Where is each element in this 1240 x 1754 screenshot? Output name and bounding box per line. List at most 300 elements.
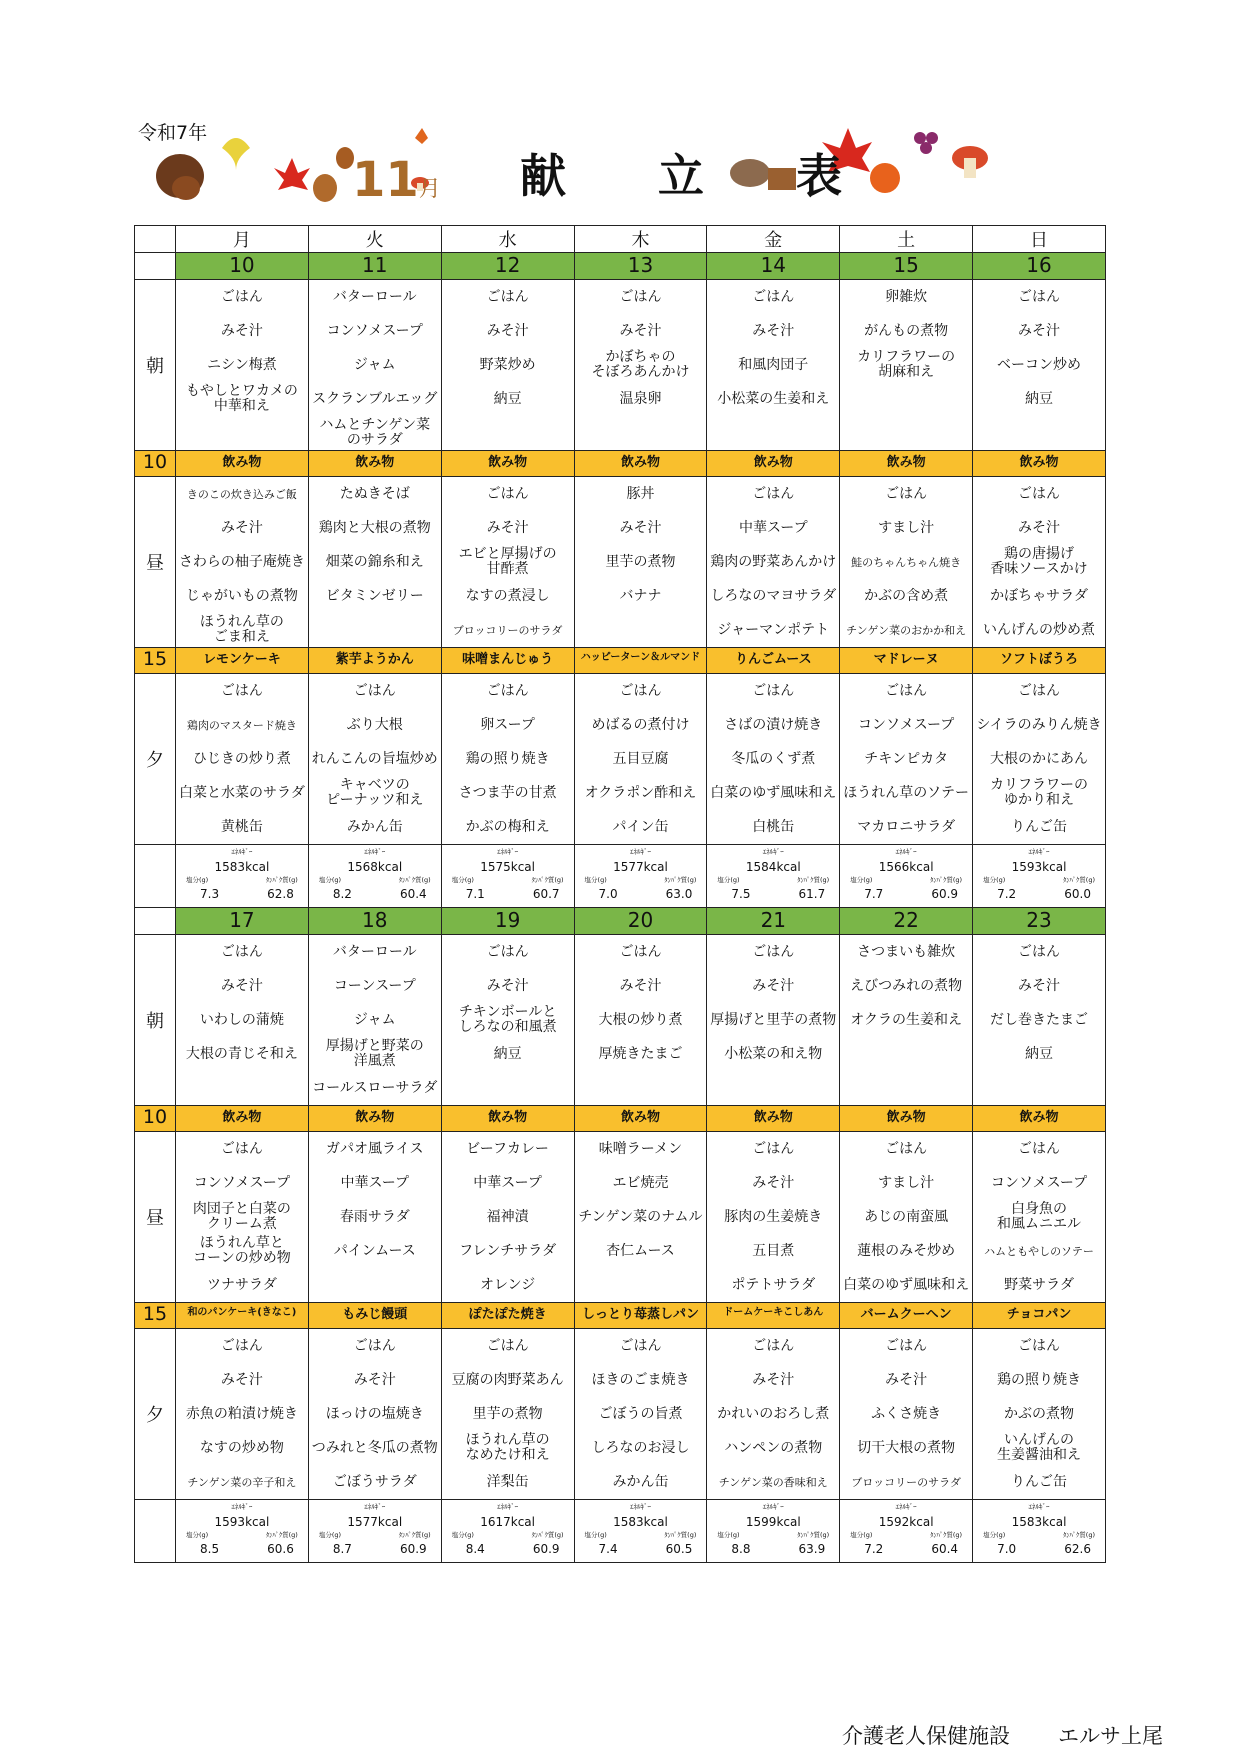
menu-item: ごはん [619, 943, 662, 960]
nutrition-row-spacer [135, 845, 176, 908]
energy-value: 1599kcal [745, 1515, 801, 1529]
lunch-row [135, 1132, 1106, 1303]
menu-item: パイン缶 [612, 818, 669, 835]
menu-item: ブロッコリーのサラダ [851, 1475, 961, 1489]
menu-item [442, 416, 574, 450]
menu-item: みそ汁 [752, 1174, 795, 1191]
energy-value: 1583kcal [1011, 1515, 1067, 1529]
protein-value: 60.7 [532, 887, 560, 901]
breakfast-row [135, 280, 1106, 451]
energy-label: ｴﾈﾙｷﾞｰ [762, 1503, 784, 1511]
lunch-row [135, 477, 1106, 648]
salt-label: 塩分(g) [983, 876, 1006, 884]
menu-item: パインムース [333, 1242, 416, 1259]
menu-item: めばるの煮付け [591, 716, 690, 733]
menu-item: ごはん [752, 1337, 795, 1354]
energy-value: 1575kcal [480, 860, 535, 874]
energy-label: ｴﾈﾙｷﾞｰ [895, 1503, 917, 1511]
protein-value: 62.8 [267, 887, 294, 901]
salt-label: 塩分(g) [584, 1531, 607, 1539]
menu-item: ごはん [353, 1337, 396, 1354]
menu-item: ごはん [220, 1140, 263, 1157]
protein-value: 60.0 [1064, 887, 1091, 901]
menu-item: がんもの煮物 [864, 322, 949, 339]
energy-label: ｴﾈﾙｷﾞｰ [762, 848, 784, 856]
menu-item: ほうれん草と コーンの炒め物 [193, 1235, 291, 1266]
menu-item: ニシン梅煮 [207, 356, 277, 373]
menu-item: もやしとワカメの 中華和え [185, 383, 298, 414]
protein-value: 60.9 [931, 887, 959, 901]
protein-value: 60.5 [665, 1542, 693, 1556]
date-cell: 19 [441, 908, 574, 935]
menu-item: ポテトサラダ [731, 1276, 816, 1293]
dinner-cell [308, 674, 441, 845]
menu-item: ガパオ風ライス [326, 1140, 424, 1157]
menu-item: ごぼうの旨煮 [598, 1405, 683, 1422]
menu-item [707, 416, 839, 450]
menu-item: 鮭のちゃんちゃん焼き [851, 555, 962, 569]
menu-item: ジャム [353, 356, 396, 373]
menu-item: ごはん [1018, 1140, 1061, 1157]
month-badge [352, 152, 441, 208]
page-title: 献 立 表 [520, 149, 881, 203]
date-cell: 18 [308, 908, 441, 935]
energy-label: ｴﾈﾙｷﾞｰ [629, 848, 651, 856]
snack-time-label: 10 [135, 451, 176, 477]
date-row-spacer [135, 908, 176, 935]
nutrition-cell [973, 1500, 1106, 1563]
protein-value: 60.6 [267, 1542, 294, 1556]
menu-item: ごはん [752, 288, 795, 305]
lunch-cell [973, 477, 1106, 648]
nutrition-cell [441, 1500, 574, 1563]
snack-cell: チョコパン [973, 1303, 1106, 1329]
salt-value: 8.7 [332, 1542, 352, 1556]
date-row-spacer [135, 253, 176, 280]
menu-item: ごはん [752, 943, 795, 960]
lunch-cell [308, 477, 441, 648]
salt-label: 塩分(g) [186, 876, 209, 884]
date-cell: 10 [176, 253, 309, 280]
salt-value: 8.8 [731, 1542, 751, 1556]
dinner-cell [176, 674, 309, 845]
menu-item: みそ汁 [1018, 519, 1061, 536]
menu-item: 洋梨缶 [486, 1473, 529, 1490]
breakfast-cell [308, 280, 441, 451]
protein-label: ﾀﾝﾊﾟｸ質(g) [1063, 1531, 1095, 1539]
menu-item: ごはん [885, 485, 928, 502]
dinner-cell [308, 1329, 441, 1500]
menu-item [309, 1268, 441, 1302]
weekday-cell: 木 [574, 226, 707, 253]
menu-item: ほうれん草の なめたけ和え [465, 1432, 550, 1463]
menu-item: さつま芋の甘煮 [458, 784, 557, 801]
energy-label: ｴﾈﾙｷﾞｰ [231, 1503, 253, 1511]
menu-item: あじの南蛮風 [864, 1208, 949, 1225]
snack-cell: 飲み物 [973, 1106, 1106, 1132]
menu-item: ハンペンの煮物 [724, 1439, 823, 1456]
menu-item [707, 1071, 839, 1105]
snack-cell: もみじ饅頭 [308, 1303, 441, 1329]
snack-cell: しっとり苺蒸しパン [574, 1303, 707, 1329]
energy-label: ｴﾈﾙｷﾞｰ [231, 848, 253, 856]
menu-item: 鶏肉と大根の煮物 [318, 519, 431, 536]
menu-item: ごはん [486, 682, 529, 699]
protein-label: ﾀﾝﾊﾟｸ質(g) [664, 876, 697, 884]
menu-item [973, 1071, 1105, 1105]
menu-item [176, 1071, 308, 1105]
menu-item: ハムともやしのソテー [984, 1244, 1094, 1258]
weekday-cell: 水 [441, 226, 574, 253]
energy-label: ｴﾈﾙｷﾞｰ [895, 848, 917, 856]
snack-cell: レモンケーキ [176, 648, 309, 674]
menu-item: 小松菜の和え物 [724, 1045, 823, 1062]
snack-cell: 飲み物 [176, 1106, 309, 1132]
menu-item [575, 416, 707, 450]
menu-item: チキンピカタ [864, 750, 949, 767]
menu-item: 鶏肉のマスタード焼き [186, 718, 297, 732]
menu-item: ジャーマンポテト [717, 621, 830, 638]
menu-item: 里芋の煮物 [472, 1405, 543, 1422]
menu-item: ごはん [353, 682, 396, 699]
menu-item: 野菜サラダ [1004, 1276, 1074, 1293]
energy-value: 1583kcal [214, 860, 270, 874]
menu-item: えびつみれの煮物 [850, 977, 963, 994]
facility-name: エルサ上尾 [1058, 1724, 1163, 1748]
weekday-cell: 月 [176, 226, 309, 253]
menu-item: ごはん [486, 288, 529, 305]
menu-item: フレンチサラダ [459, 1242, 557, 1259]
menu-item: ぶり大根 [346, 716, 403, 733]
date-cell: 15 [840, 253, 973, 280]
menu-item: バターロール [332, 288, 417, 305]
lunch-cell [973, 1132, 1106, 1303]
lunch-cell [308, 1132, 441, 1303]
menu-item: 厚焼きたまご [598, 1045, 683, 1062]
nutrition-cell [840, 845, 973, 908]
row-label: 朝 [135, 280, 176, 451]
menu-item [575, 1268, 707, 1302]
pm_snack-row [135, 648, 1106, 674]
menu-item: みそ汁 [220, 322, 263, 339]
date-cell: 23 [973, 908, 1106, 935]
menu-item: かぼちゃサラダ [990, 587, 1088, 604]
salt-value: 8.4 [465, 1542, 485, 1556]
menu-item: キャベツの ピーナッツ和え [326, 777, 424, 808]
menu-item: いわしの蒲焼 [199, 1011, 284, 1028]
menu-item: ほうれん草の ごま和え [199, 614, 284, 645]
menu-item: バターロール [332, 943, 417, 960]
menu-item: ブロッコリーのサラダ [452, 623, 563, 637]
snack-time-label: 10 [135, 1106, 176, 1132]
nutrition-cell [308, 845, 441, 908]
energy-value: 1584kcal [745, 860, 801, 874]
menu-item: みそ汁 [220, 519, 263, 536]
menu-item: スクランブルエッグ [312, 390, 438, 407]
dinner-cell [707, 1329, 840, 1500]
menu-item: かぶの含め煮 [864, 587, 949, 604]
menu-item: 鶏の唐揚げ 香味ソースかけ [990, 546, 1088, 577]
menu-item: ごはん [220, 943, 263, 960]
menu-item: オクラの生姜和え [850, 1011, 962, 1028]
menu-item: ごはん [220, 682, 263, 699]
date-cell: 22 [840, 908, 973, 935]
menu-item: ごぼうサラダ [332, 1473, 417, 1490]
energy-value: 1617kcal [480, 1515, 535, 1529]
salt-label: 塩分(g) [318, 1531, 342, 1539]
dinner-row [135, 1329, 1106, 1500]
menu-item: ハムとチンゲン菜 のサラダ [319, 417, 431, 448]
salt-label: 塩分(g) [850, 876, 873, 884]
energy-label: ｴﾈﾙｷﾞｰ [1028, 1503, 1050, 1511]
menu-item: チンゲン菜のナムル [578, 1208, 703, 1225]
breakfast-cell [176, 280, 309, 451]
nutrition-cell [176, 845, 309, 908]
menu-item: みそ汁 [619, 322, 662, 339]
snack-cell: バームクーヘン [840, 1303, 973, 1329]
lunch-cell [441, 1132, 574, 1303]
salt-value: 7.5 [731, 887, 751, 901]
menu-item: ごはん [619, 288, 662, 305]
salt-label: 塩分(g) [717, 876, 740, 884]
menu-item: ごはん [220, 288, 263, 305]
menu-item: 鶏の照り焼き [997, 1371, 1082, 1388]
nutrition-row [135, 1500, 1106, 1563]
salt-value: 7.3 [200, 887, 220, 901]
menu-item [442, 1071, 574, 1105]
menu-item: じゃがいもの煮物 [185, 587, 298, 604]
snack-cell: 飲み物 [574, 451, 707, 477]
am_snack-row [135, 1106, 1106, 1132]
menu-item: ほきのごま焼き [591, 1371, 690, 1388]
energy-value: 1592kcal [878, 1515, 934, 1529]
menu-item [309, 613, 441, 647]
menu-item: コールスローサラダ [312, 1079, 438, 1096]
menu-item: 豚肉の生姜焼き [724, 1208, 823, 1225]
nutrition-row-spacer [135, 1500, 176, 1563]
breakfast-cell [707, 280, 840, 451]
date-cell: 13 [574, 253, 707, 280]
menu-item: なすの炒め物 [199, 1439, 284, 1456]
snack-cell: マドレーヌ [840, 648, 973, 674]
menu-item: チンゲン菜の香味和え [718, 1475, 828, 1489]
menu-item: ごはん [619, 1337, 662, 1354]
lunch-cell [707, 1132, 840, 1303]
salt-label: 塩分(g) [717, 1531, 740, 1539]
menu-item: 和風肉団子 [738, 356, 809, 373]
leaf-icon [415, 128, 428, 144]
menu-item: いんげんの 生姜醤油和え [997, 1432, 1082, 1463]
mushroom-icon [952, 146, 988, 178]
dinner-cell [840, 1329, 973, 1500]
menu-item: みそ汁 [220, 1371, 263, 1388]
menu-item: ごはん [752, 1140, 795, 1157]
menu-item: 冬瓜のくず煮 [731, 750, 816, 767]
energy-label: ｴﾈﾙｷﾞｰ [497, 1503, 519, 1511]
snack-cell: ぽたぽた焼き [441, 1303, 574, 1329]
menu-item: 中華スープ [473, 1174, 542, 1191]
menu-item: なすの煮浸し [465, 587, 550, 604]
menu-item: みそ汁 [885, 1371, 928, 1388]
menu-item: ビーフカレー [466, 1140, 549, 1157]
menu-item: マカロニサラダ [857, 818, 956, 835]
menu-item: かぶの梅和え [465, 818, 550, 835]
lunch-cell [840, 477, 973, 648]
menu-item: ごはん [752, 485, 795, 502]
date-cell: 14 [707, 253, 840, 280]
menu-item [840, 1037, 972, 1071]
menu-item: すまし汁 [878, 519, 935, 536]
nutrition-row [135, 845, 1106, 908]
menu-item: みそ汁 [1018, 322, 1061, 339]
menu-item: ごはん [1018, 485, 1061, 502]
snack-cell: 飲み物 [441, 1106, 574, 1132]
menu-item: 白身魚の 和風ムニエル [997, 1201, 1082, 1232]
protein-value: 60.4 [931, 1542, 959, 1556]
snack-cell: ドームケーキこしあん [707, 1303, 840, 1329]
dinner-cell [574, 1329, 707, 1500]
menu-item: ごはん [1018, 288, 1061, 305]
snack-cell: 飲み物 [308, 451, 441, 477]
menu-item: オクラポン酢和え [584, 784, 697, 801]
salt-label: 塩分(g) [451, 1531, 474, 1539]
menu-item: 小松菜の生姜和え [717, 390, 830, 407]
menu-item: ごはん [486, 1337, 529, 1354]
month-suffix: 月 [418, 177, 441, 202]
menu-item: 杏仁ムース [606, 1242, 675, 1259]
snack-cell: 紫芋ようかん [308, 648, 441, 674]
nutrition-cell [308, 1500, 441, 1563]
menu-item: エビ焼売 [612, 1174, 669, 1191]
protein-value: 62.6 [1064, 1542, 1091, 1556]
menu-item: 切干大根の煮物 [857, 1439, 956, 1456]
energy-value: 1577kcal [347, 1515, 403, 1529]
menu-item: しろなのお浸し [591, 1439, 690, 1456]
menu-item: ごはん [885, 1140, 928, 1157]
lunch-cell [840, 1132, 973, 1303]
menu-item: 野菜炒め [479, 356, 536, 373]
nutrition-cell [973, 845, 1106, 908]
menu-item: コンソメスープ [990, 1174, 1088, 1191]
salt-label: 塩分(g) [584, 876, 607, 884]
menu-item: 鶏肉の野菜あんかけ [710, 553, 837, 570]
menu-item: 豆腐の肉野菜あん [451, 1371, 564, 1388]
era-year: 令和7年 [138, 122, 208, 144]
date-cell: 21 [707, 908, 840, 935]
menu-item [176, 416, 308, 450]
menu-item: 白菜と水菜のサラダ [178, 784, 305, 801]
menu-item: 畑菜の錦糸和え [325, 553, 424, 570]
energy-label: ｴﾈﾙｷﾞｰ [364, 848, 386, 856]
breakfast-cell [308, 935, 441, 1106]
menu-item: みそ汁 [486, 322, 529, 339]
dinner-cell [441, 674, 574, 845]
protein-value: 61.7 [798, 887, 826, 901]
breakfast-cell [176, 935, 309, 1106]
energy-value: 1583kcal [613, 1515, 668, 1529]
menu-item: チンゲン菜の辛子和え [187, 1475, 297, 1489]
menu-item: ごはん [486, 485, 529, 502]
protein-label: ﾀﾝﾊﾟｸ質(g) [398, 1531, 431, 1539]
menu-item: ごはん [885, 682, 928, 699]
menu-item: かれいのおろし煮 [717, 1405, 830, 1422]
snack-cell: 飲み物 [441, 451, 574, 477]
row-label: 夕 [135, 1329, 176, 1500]
snack-cell: 味噌まんじゅう [441, 648, 574, 674]
menu-item: 中華スープ [340, 1174, 410, 1191]
protein-value: 60.9 [532, 1542, 560, 1556]
menu-item: 納豆 [1025, 390, 1054, 407]
menu-item: だし巻きたまご [990, 1011, 1089, 1028]
nutrition-cell [707, 845, 840, 908]
menu-item: 赤魚の粕漬け焼き [185, 1405, 298, 1422]
salt-label: 塩分(g) [318, 876, 342, 884]
lunch-cell [574, 1132, 707, 1303]
menu-item: 納豆 [493, 1045, 522, 1062]
menu-item: コンソメスープ [857, 716, 955, 733]
squirrel-icon [313, 174, 337, 202]
menu-item: れんこんの旨塩炒め [311, 750, 438, 767]
menu-item: 蓮根のみそ炒め [857, 1242, 956, 1259]
menu-item: 中華スープ [738, 519, 808, 536]
menu-item: さわらの柚子庵焼き [178, 553, 305, 570]
menu-item: みそ汁 [486, 519, 529, 536]
menu-item: チンゲン菜のおかか和え [846, 623, 967, 637]
menu-item: 豚丼 [626, 485, 655, 502]
pm_snack-row [135, 1303, 1106, 1329]
breakfast-cell [840, 280, 973, 451]
menu-item: 温泉卵 [619, 390, 662, 407]
menu-item: 春雨サラダ [339, 1208, 410, 1225]
dinner-cell [973, 674, 1106, 845]
energy-label: ｴﾈﾙｷﾞｰ [497, 848, 519, 856]
snack-cell: りんごムース [707, 648, 840, 674]
nutrition-cell [707, 1500, 840, 1563]
am_snack-row [135, 451, 1106, 477]
menu-item: ごはん [1018, 943, 1061, 960]
snack-cell: 飲み物 [840, 451, 973, 477]
salt-label: 塩分(g) [186, 1531, 209, 1539]
protein-label: ﾀﾝﾊﾟｸ質(g) [1063, 876, 1095, 884]
lunch-cell [441, 477, 574, 648]
menu-item: 肉団子と白菜の クリーム煮 [192, 1201, 291, 1232]
weekday-cell: 土 [840, 226, 973, 253]
lunch-cell [574, 477, 707, 648]
weekday-cell: 日 [973, 226, 1106, 253]
snack-cell: 飲み物 [707, 451, 840, 477]
nutrition-cell [574, 1500, 707, 1563]
menu-item: エビと厚揚げの 甘酢煮 [458, 546, 557, 577]
menu-item: コーンスープ [333, 977, 416, 994]
menu-item: ほっけの塩焼き [325, 1405, 424, 1422]
menu-item: ごはん [885, 1337, 928, 1354]
salt-value: 7.0 [997, 1542, 1017, 1556]
menu-item: 大根の炒り煮 [598, 1011, 683, 1028]
weekday-header-row [135, 226, 1106, 253]
salt-value: 8.2 [332, 887, 352, 901]
dinner-cell [441, 1329, 574, 1500]
menu-item: かぶの煮物 [1004, 1405, 1075, 1422]
nutrition-cell [840, 1500, 973, 1563]
menu-item: かぼちゃの そぼろあんかけ [591, 349, 690, 380]
snack-cell: 飲み物 [973, 451, 1106, 477]
breakfast-cell [840, 935, 973, 1106]
protein-value: 63.9 [798, 1542, 826, 1556]
protein-label: ﾀﾝﾊﾟｸ質(g) [797, 1531, 830, 1539]
weekday-cell: 金 [707, 226, 840, 253]
menu-item: 味噌ラーメン [598, 1140, 683, 1157]
salt-label: 塩分(g) [451, 876, 474, 884]
